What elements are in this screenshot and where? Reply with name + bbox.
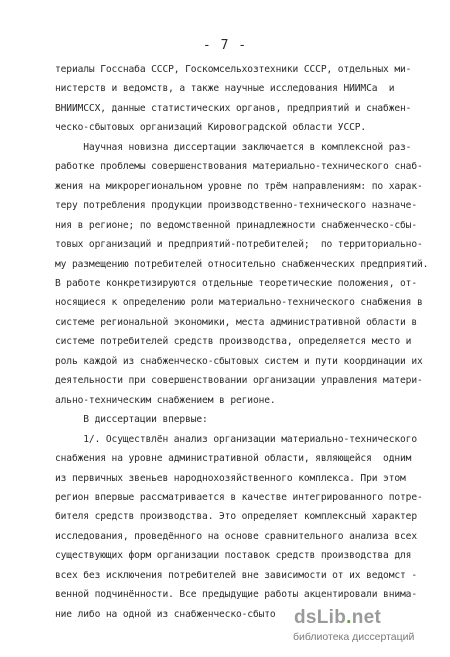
- text-line: деятельности при совершенствовании организации управления матери-: [55, 375, 423, 387]
- text-line: му размещению потребителей относительно снабженческих предприятий.: [55, 258, 429, 270]
- text-line: ческо-сбытовых организаций Кировоградской области УССР.: [55, 122, 367, 134]
- text-line: 1/. Осуществлён анализ организации материально-технического: [55, 433, 417, 445]
- watermark: [288, 605, 450, 650]
- text-line: нистерств и ведомств, а также научные исследования НИИМСа и: [55, 83, 395, 95]
- text-line: регион впервые рассматривается в качестве интегрированного потре-: [55, 491, 423, 503]
- text-line: теру потребления продукции производственно-технического назначе-: [55, 200, 417, 212]
- text-line: ние либо на одной из снабженческо-сбыто: [55, 608, 276, 620]
- text-line: из первичных звеньев народнохозяйственного комплекса. При этом: [55, 472, 406, 484]
- text-line: снабжения на уровне административной области, являющейся одним: [55, 453, 412, 465]
- text-line: Научная новизна диссертации заключается в комплексной раз-: [55, 141, 412, 153]
- text-line: работке проблемы совершенствования материально-технического снаб-: [55, 161, 423, 173]
- text-line: бителя средств производства. Это определяет комплексный характер: [55, 511, 417, 523]
- text-line: жения на микрорегиональном уровне по трём направлениям: по харак-: [55, 180, 423, 192]
- text-line: товых организаций и предприятий-потребителей; по территориально-: [55, 239, 423, 251]
- text-line: В работе конкретизируются отдельные теоретические положения, от-: [55, 277, 417, 289]
- text-line: всех без исключения потребителей вне зависимости от их ведомст -: [55, 569, 417, 581]
- text-line: венной подчинённости. Все предыдущие работы акцентировали внима-: [55, 589, 417, 601]
- text-line: ния в регионе; по ведомственной принадлежности снабженческо-сбы-: [55, 219, 417, 231]
- watermark-dot: .: [346, 607, 352, 628]
- watermark-logo: [294, 607, 381, 629]
- text-line: системе региональной экономики, места административной области в: [55, 316, 417, 328]
- page-number: - 7 -: [202, 38, 248, 53]
- text-line: териалы Госснаба СССР, Госкомсельхозтехники СССР, отдельных ми-: [55, 64, 412, 75]
- watermark-tld: net: [351, 607, 382, 628]
- text-line: носящиеся к определению роли материально-технического снабжения в: [55, 297, 423, 309]
- text-line: роль каждой из снабженческо-сбытовых систем и пути координации их: [55, 355, 423, 367]
- text-line: исследования, проведённого на основе сравнительного анализа всех: [55, 530, 417, 542]
- watermark-tagline: библиотека диссертаций: [293, 631, 415, 643]
- watermark-brand: dsLib: [294, 607, 347, 628]
- text-line: ально-техническим снабжением в регионе.: [55, 394, 276, 406]
- text-line: существующих форм организации поставок средств производства для: [55, 550, 412, 562]
- text-line: ВНИИМССХ, данные статистических органов, предприятий и снабжен-: [55, 102, 412, 114]
- text-line: В диссертации впервые:: [55, 414, 208, 426]
- body-text: [55, 60, 430, 624]
- text-line: системе потребителей средств производства, определяется место и: [55, 336, 412, 348]
